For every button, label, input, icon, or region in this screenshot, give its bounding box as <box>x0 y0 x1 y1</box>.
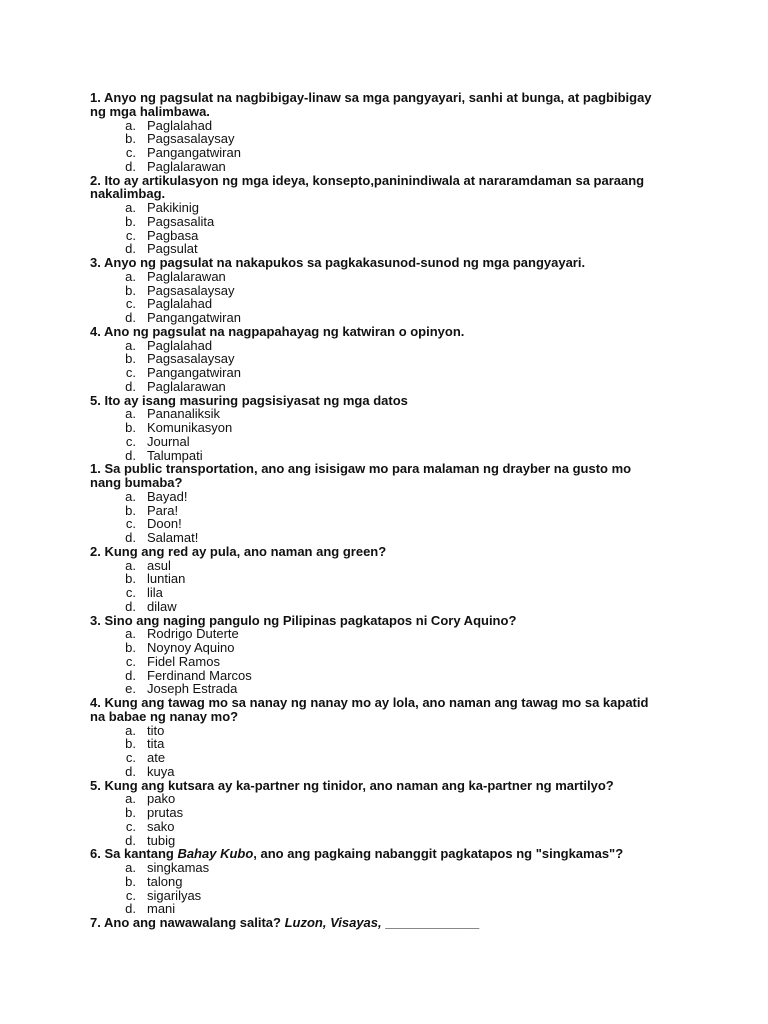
choice-letter: b. <box>125 640 136 655</box>
choice-text: asul <box>147 557 171 573</box>
choice-letter: b. <box>125 571 136 587</box>
question-body: Anyo ng pagsulat na nagbibigay-linaw sa mga pangyayari, sanhi at bunga, at pagbibigay ng mga halimbawa. <box>90 90 652 119</box>
choice-text: Bayad! <box>147 488 188 504</box>
choice-list <box>90 201 660 256</box>
choice-text: prutas <box>147 805 184 820</box>
choice-letter: d. <box>125 901 136 917</box>
question-text <box>90 256 660 270</box>
question-body: Ito ay artikulasyon ng mga ideya, konsepto,paninindiwala at nararamdaman sa paraang nakalimbag. <box>90 172 645 202</box>
choice-letter: a. <box>125 722 136 738</box>
choice-text: Pagsasalaysay <box>147 131 235 147</box>
choice-text: Rodrigo Duterte <box>147 626 239 642</box>
choice-text: dilaw <box>147 598 177 614</box>
choice-letter: b. <box>125 213 136 229</box>
choice-text: Paglalarawan <box>147 268 226 284</box>
choice-text: Pananaliksik <box>147 406 220 422</box>
choice-text: Pagsasalita <box>147 213 215 229</box>
question-body-before: Ano ang nawawalang salita? <box>103 915 285 930</box>
question-item <box>90 325 660 394</box>
choice-item <box>90 834 660 848</box>
question-body: Ano ng pagsulat na nagpapahayag ng katwiran o opinyon. <box>103 323 465 339</box>
choice-text: Pagbasa <box>147 227 199 243</box>
choice-item <box>90 517 660 531</box>
choice-item <box>90 297 660 311</box>
choice-text: Para! <box>147 502 179 518</box>
question-number: 3. <box>90 255 101 270</box>
choice-item <box>90 669 660 683</box>
choice-item <box>90 490 660 504</box>
choice-text: Pagsasalaysay <box>147 351 235 367</box>
choice-item <box>90 160 660 174</box>
question-number: 2. <box>90 172 101 188</box>
question-item <box>90 614 660 697</box>
question-body: Kung ang tawag mo sa nanay ng nanay mo ay lola, ano naman ang tawag mo sa kapatid na babae ng nanay mo? <box>90 695 649 724</box>
choice-text: Pangangatwiran <box>147 145 241 160</box>
choice-text: Talumpati <box>147 447 203 463</box>
choice-text: Doon! <box>147 516 182 532</box>
choice-item <box>90 215 660 229</box>
choice-letter: c. <box>125 516 136 532</box>
choice-item <box>90 146 660 160</box>
choice-letter: b. <box>125 131 136 147</box>
question-number: 1. <box>90 90 101 105</box>
choice-item <box>90 806 660 820</box>
choice-list <box>90 559 660 614</box>
choice-text: Ferdinand Marcos <box>147 667 252 683</box>
choice-item <box>90 572 660 586</box>
question-body: Anyo ng pagsulat na nakapukos sa pagkakasunod-sunod ng mga pangyayari. <box>103 255 586 270</box>
choice-item <box>90 242 660 256</box>
choice-item <box>90 339 660 353</box>
question-number: 5. <box>90 777 101 793</box>
question-text <box>90 462 660 490</box>
choice-text: Komunikasyon <box>147 420 233 435</box>
choice-text: Paglalahad <box>147 117 213 133</box>
choice-letter: b. <box>125 282 136 298</box>
choice-letter: c. <box>125 433 136 449</box>
choice-text: Pangangatwiran <box>147 365 241 380</box>
choice-text: singkamas <box>147 860 210 875</box>
choice-letter: a. <box>125 117 136 133</box>
choice-item <box>90 861 660 875</box>
choice-item <box>90 820 660 834</box>
choice-item <box>90 641 660 655</box>
question-item <box>90 916 660 930</box>
choice-list <box>90 270 660 325</box>
choice-letter: a. <box>125 626 136 642</box>
choice-item <box>90 751 660 765</box>
quiz-document <box>90 91 660 930</box>
question-number: 5. <box>90 392 101 408</box>
question-body-after: , ano ang pagkaing nabanggit pagkatapos ng "singkamas"? <box>253 846 624 862</box>
choice-letter: b. <box>125 502 136 518</box>
choice-letter: c. <box>125 750 136 765</box>
choice-item <box>90 682 660 696</box>
question-body-before: Sa kantang <box>104 846 178 862</box>
choice-letter: c. <box>125 227 136 243</box>
choice-item <box>90 504 660 518</box>
choice-letter: b. <box>125 420 136 435</box>
question-text <box>90 779 660 793</box>
choice-letter: c. <box>125 818 136 834</box>
question-item <box>90 847 660 916</box>
choice-text: Paglalarawan <box>147 158 226 174</box>
question-text <box>90 545 660 559</box>
choice-item <box>90 792 660 806</box>
choice-text: Paglalarawan <box>147 378 226 394</box>
choice-letter: b. <box>125 873 136 889</box>
choice-letter: d. <box>125 832 136 848</box>
choice-letter: a. <box>125 200 136 215</box>
choice-item <box>90 655 660 669</box>
choice-item <box>90 627 660 641</box>
choice-text: Salamat! <box>147 530 199 545</box>
choice-text: pako <box>147 791 176 807</box>
choice-text: luntian <box>147 571 186 587</box>
choice-letter: a. <box>125 488 136 504</box>
question-body-italic: Bahay Kubo <box>177 846 254 862</box>
choice-list <box>90 724 660 779</box>
question-body: Sino ang naging pangulo ng Pilipinas pagkatapos ni Cory Aquino? <box>104 612 517 628</box>
choice-list <box>90 407 660 462</box>
choice-list <box>90 861 660 916</box>
choice-text: lila <box>147 585 163 600</box>
choice-item <box>90 600 660 614</box>
choice-item <box>90 229 660 243</box>
question-body-after: _____________ <box>385 915 480 930</box>
question-body: Sa public transportation, ano ang isisigaw mo para malaman ng drayber na gusto mo nang bumaba? <box>90 461 632 490</box>
question-text <box>90 916 660 930</box>
question-body: Kung ang red ay pula, ano naman ang green? <box>104 543 387 559</box>
choice-item <box>90 366 660 380</box>
choice-item <box>90 586 660 600</box>
choice-item <box>90 380 660 394</box>
choice-item <box>90 765 660 779</box>
choice-text: tito <box>147 722 165 738</box>
choice-item <box>90 352 660 366</box>
choice-text: Pagsulat <box>147 241 198 257</box>
question-item <box>90 779 660 848</box>
choice-text: Journal <box>147 433 190 449</box>
choice-item <box>90 875 660 889</box>
choice-letter: a. <box>125 406 136 422</box>
choice-item <box>90 311 660 325</box>
choice-letter: d. <box>125 530 136 545</box>
question-item <box>90 256 660 325</box>
question-text <box>90 614 660 628</box>
question-item <box>90 174 660 257</box>
question-number: 4. <box>90 323 101 339</box>
choice-letter: d. <box>125 763 136 779</box>
choice-list <box>90 119 660 174</box>
choice-letter: e. <box>125 681 136 697</box>
choice-item <box>90 421 660 435</box>
choice-item <box>90 531 660 545</box>
choice-text: tubig <box>147 832 176 848</box>
question-item <box>90 545 660 614</box>
choice-list <box>90 792 660 847</box>
question-number: 2. <box>90 543 101 559</box>
choice-text: talong <box>147 873 183 889</box>
choice-text: Joseph Estrada <box>147 681 238 697</box>
choice-text: Noynoy Aquino <box>147 640 235 655</box>
choice-text: Paglalahad <box>147 337 213 353</box>
choice-letter: a. <box>125 268 136 284</box>
choice-letter: a. <box>125 557 136 573</box>
choice-letter: b. <box>125 736 136 752</box>
choice-letter: b. <box>125 351 136 367</box>
question-text <box>90 847 660 861</box>
choice-letter: d. <box>125 667 136 683</box>
question-text <box>90 91 660 119</box>
choice-list <box>90 339 660 394</box>
choice-text: kuya <box>147 763 175 779</box>
choice-letter: a. <box>125 337 136 353</box>
choice-letter: d. <box>125 241 136 257</box>
question-text <box>90 696 660 724</box>
choice-item <box>90 449 660 463</box>
choice-text: tita <box>147 736 165 752</box>
choice-letter: c. <box>125 365 136 380</box>
question-item <box>90 91 660 174</box>
choice-letter: d. <box>125 158 136 174</box>
question-body: Kung ang kutsara ay ka-partner ng tinidor, ano naman ang ka-partner ng martilyo? <box>104 777 614 793</box>
choice-letter: d. <box>125 310 136 325</box>
choice-text: Pakikinig <box>147 200 200 215</box>
choice-text: ate <box>147 750 166 765</box>
choice-item <box>90 201 660 215</box>
choice-item <box>90 902 660 916</box>
choice-letter: d. <box>125 447 136 463</box>
question-number: 3. <box>90 612 101 628</box>
choice-text: mani <box>147 901 176 917</box>
choice-letter: a. <box>125 860 136 875</box>
choice-letter: d. <box>125 598 136 614</box>
choice-text: sako <box>147 818 175 834</box>
question-item <box>90 696 660 779</box>
choice-list <box>90 490 660 545</box>
question-text <box>90 325 660 339</box>
choice-text: Pagsasalaysay <box>147 282 235 298</box>
question-number: 6. <box>90 846 101 862</box>
question-item <box>90 394 660 463</box>
choice-text: Pangangatwiran <box>147 310 241 325</box>
choice-letter: c. <box>125 887 136 903</box>
question-number: 4. <box>90 695 101 710</box>
choice-item <box>90 724 660 738</box>
choice-letter: c. <box>125 296 136 312</box>
choice-letter: b. <box>125 805 136 820</box>
choice-item <box>90 284 660 298</box>
question-body-italic: Luzon, Visayas, <box>284 915 386 930</box>
choice-letter: c. <box>125 145 136 160</box>
choice-item <box>90 737 660 751</box>
choice-letter: c. <box>125 585 136 600</box>
question-item <box>90 462 660 545</box>
choice-letter: c. <box>125 653 136 669</box>
question-number: 7. <box>90 915 101 930</box>
choice-item <box>90 132 660 146</box>
choice-text: Paglalahad <box>147 296 213 312</box>
choice-text: sigarilyas <box>147 887 202 903</box>
question-body: Ito ay isang masuring pagsisiyasat ng mga datos <box>104 392 408 408</box>
choice-item <box>90 407 660 421</box>
choice-item <box>90 559 660 573</box>
choice-item <box>90 435 660 449</box>
question-text <box>90 174 660 202</box>
choice-item <box>90 119 660 133</box>
question-number: 1. <box>90 461 101 477</box>
choice-item <box>90 889 660 903</box>
choice-list <box>90 627 660 696</box>
choice-letter: a. <box>125 791 136 807</box>
question-text <box>90 394 660 408</box>
choice-item <box>90 270 660 284</box>
choice-letter: d. <box>125 378 136 394</box>
choice-text: Fidel Ramos <box>147 653 220 669</box>
